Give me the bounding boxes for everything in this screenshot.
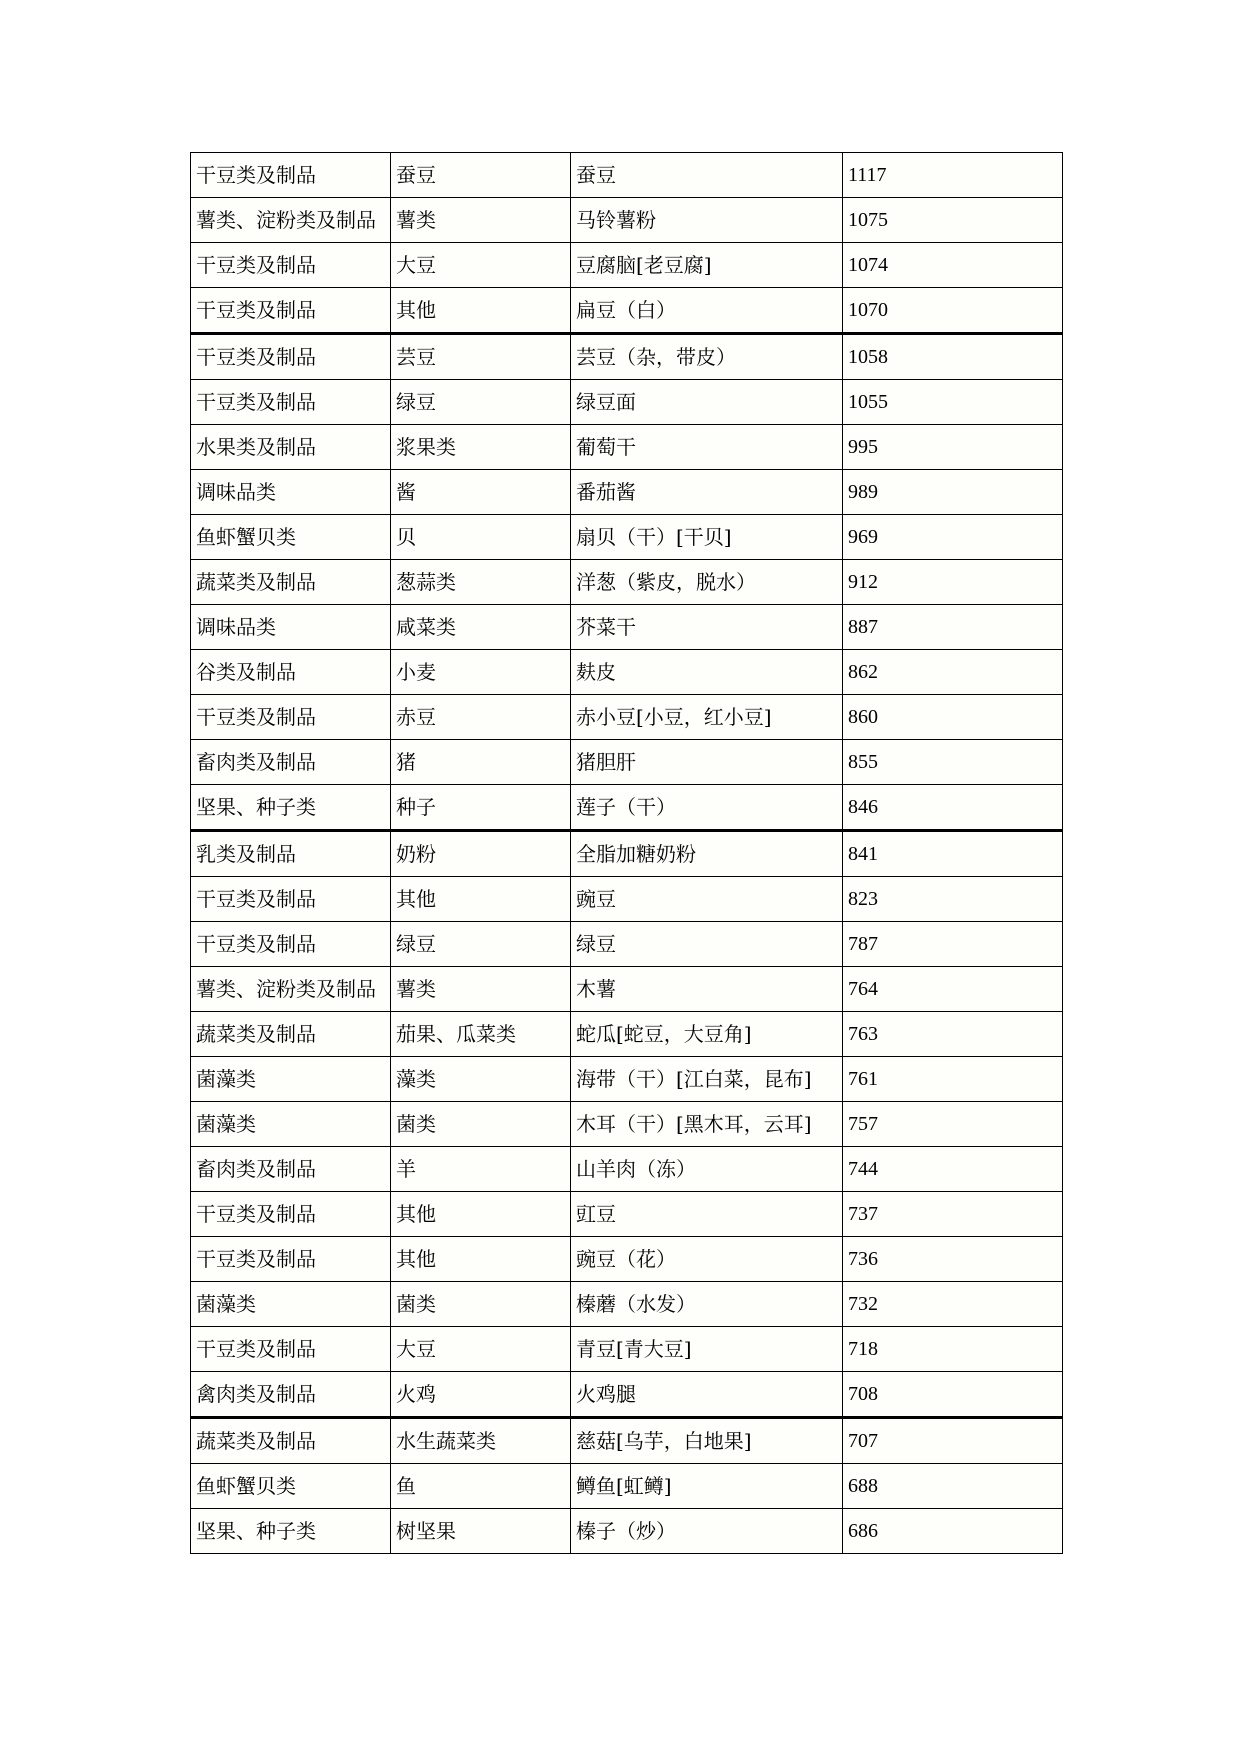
subcategory-cell: 浆果类 xyxy=(391,425,571,470)
category-cell: 干豆类及制品 xyxy=(191,1327,391,1372)
table-row xyxy=(191,334,1063,380)
value-cell: 1055 xyxy=(843,380,1063,425)
table-row xyxy=(191,288,1063,334)
table-row xyxy=(191,695,1063,740)
value-cell: 737 xyxy=(843,1192,1063,1237)
value-cell: 1074 xyxy=(843,243,1063,288)
table-row xyxy=(191,1464,1063,1509)
food-name-cell: 麸皮 xyxy=(571,650,843,695)
value-cell: 761 xyxy=(843,1057,1063,1102)
food-name-cell: 猪胆肝 xyxy=(571,740,843,785)
food-data-table xyxy=(190,152,1063,1554)
food-name-cell: 火鸡腿 xyxy=(571,1372,843,1418)
table-row xyxy=(191,153,1063,198)
food-name-cell: 海带（干）[江白菜，昆布] xyxy=(571,1057,843,1102)
subcategory-cell: 葱蒜类 xyxy=(391,560,571,605)
table-row xyxy=(191,922,1063,967)
subcategory-cell: 其他 xyxy=(391,877,571,922)
food-name-cell: 葡萄干 xyxy=(571,425,843,470)
category-cell: 蔬菜类及制品 xyxy=(191,560,391,605)
category-cell: 坚果、种子类 xyxy=(191,1509,391,1554)
value-cell: 860 xyxy=(843,695,1063,740)
value-cell: 686 xyxy=(843,1509,1063,1554)
food-name-cell: 鳟鱼[虹鳟] xyxy=(571,1464,843,1509)
subcategory-cell: 酱 xyxy=(391,470,571,515)
subcategory-cell: 贝 xyxy=(391,515,571,560)
food-name-cell: 赤小豆[小豆，红小豆] xyxy=(571,695,843,740)
value-cell: 969 xyxy=(843,515,1063,560)
value-cell: 708 xyxy=(843,1372,1063,1418)
subcategory-cell: 猪 xyxy=(391,740,571,785)
value-cell: 736 xyxy=(843,1237,1063,1282)
category-cell: 鱼虾蟹贝类 xyxy=(191,1464,391,1509)
value-cell: 912 xyxy=(843,560,1063,605)
subcategory-cell: 咸菜类 xyxy=(391,605,571,650)
category-cell: 鱼虾蟹贝类 xyxy=(191,515,391,560)
category-cell: 干豆类及制品 xyxy=(191,243,391,288)
category-cell: 乳类及制品 xyxy=(191,831,391,877)
value-cell: 718 xyxy=(843,1327,1063,1372)
value-cell: 855 xyxy=(843,740,1063,785)
value-cell: 823 xyxy=(843,877,1063,922)
value-cell: 732 xyxy=(843,1282,1063,1327)
table-row xyxy=(191,1057,1063,1102)
subcategory-cell: 火鸡 xyxy=(391,1372,571,1418)
category-cell: 菌藻类 xyxy=(191,1057,391,1102)
subcategory-cell: 蚕豆 xyxy=(391,153,571,198)
table-row xyxy=(191,1282,1063,1327)
category-cell: 薯类、淀粉类及制品 xyxy=(191,967,391,1012)
value-cell: 757 xyxy=(843,1102,1063,1147)
table-row xyxy=(191,515,1063,560)
subcategory-cell: 其他 xyxy=(391,1192,571,1237)
subcategory-cell: 种子 xyxy=(391,785,571,831)
value-cell: 1070 xyxy=(843,288,1063,334)
value-cell: 744 xyxy=(843,1147,1063,1192)
table-row xyxy=(191,877,1063,922)
food-name-cell: 芸豆（杂，带皮） xyxy=(571,334,843,380)
table-row xyxy=(191,1418,1063,1464)
category-cell: 干豆类及制品 xyxy=(191,1192,391,1237)
table-row xyxy=(191,198,1063,243)
value-cell: 989 xyxy=(843,470,1063,515)
value-cell: 707 xyxy=(843,1418,1063,1464)
value-cell: 763 xyxy=(843,1012,1063,1057)
table-row xyxy=(191,785,1063,831)
category-cell: 干豆类及制品 xyxy=(191,153,391,198)
table-row xyxy=(191,605,1063,650)
food-name-cell: 豆腐脑[老豆腐] xyxy=(571,243,843,288)
value-cell: 862 xyxy=(843,650,1063,695)
category-cell: 水果类及制品 xyxy=(191,425,391,470)
category-cell: 干豆类及制品 xyxy=(191,922,391,967)
value-cell: 1117 xyxy=(843,153,1063,198)
table-row xyxy=(191,380,1063,425)
table-row xyxy=(191,1509,1063,1554)
table-row xyxy=(191,967,1063,1012)
category-cell: 菌藻类 xyxy=(191,1102,391,1147)
subcategory-cell: 小麦 xyxy=(391,650,571,695)
category-cell: 禽肉类及制品 xyxy=(191,1372,391,1418)
table-row xyxy=(191,1372,1063,1418)
table-row xyxy=(191,1102,1063,1147)
subcategory-cell: 藻类 xyxy=(391,1057,571,1102)
subcategory-cell: 薯类 xyxy=(391,967,571,1012)
subcategory-cell: 其他 xyxy=(391,288,571,334)
table-row xyxy=(191,1192,1063,1237)
category-cell: 坚果、种子类 xyxy=(191,785,391,831)
food-name-cell: 木耳（干）[黑木耳，云耳] xyxy=(571,1102,843,1147)
table-row xyxy=(191,470,1063,515)
value-cell: 1075 xyxy=(843,198,1063,243)
value-cell: 787 xyxy=(843,922,1063,967)
table-row xyxy=(191,650,1063,695)
category-cell: 畜肉类及制品 xyxy=(191,1147,391,1192)
category-cell: 菌藻类 xyxy=(191,1282,391,1327)
value-cell: 1058 xyxy=(843,334,1063,380)
value-cell: 995 xyxy=(843,425,1063,470)
food-name-cell: 扇贝（干）[干贝] xyxy=(571,515,843,560)
category-cell: 畜肉类及制品 xyxy=(191,740,391,785)
food-name-cell: 山羊肉（冻） xyxy=(571,1147,843,1192)
subcategory-cell: 菌类 xyxy=(391,1282,571,1327)
value-cell: 846 xyxy=(843,785,1063,831)
food-name-cell: 绿豆面 xyxy=(571,380,843,425)
category-cell: 调味品类 xyxy=(191,470,391,515)
category-cell: 干豆类及制品 xyxy=(191,1237,391,1282)
subcategory-cell: 树坚果 xyxy=(391,1509,571,1554)
value-cell: 764 xyxy=(843,967,1063,1012)
table-row xyxy=(191,1327,1063,1372)
table-row xyxy=(191,831,1063,877)
food-name-cell: 蚕豆 xyxy=(571,153,843,198)
food-name-cell: 豌豆（花） xyxy=(571,1237,843,1282)
category-cell: 干豆类及制品 xyxy=(191,877,391,922)
table-row xyxy=(191,243,1063,288)
category-cell: 谷类及制品 xyxy=(191,650,391,695)
food-name-cell: 豌豆 xyxy=(571,877,843,922)
category-cell: 干豆类及制品 xyxy=(191,334,391,380)
subcategory-cell: 薯类 xyxy=(391,198,571,243)
food-name-cell: 全脂加糖奶粉 xyxy=(571,831,843,877)
food-name-cell: 马铃薯粉 xyxy=(571,198,843,243)
category-cell: 薯类、淀粉类及制品 xyxy=(191,198,391,243)
subcategory-cell: 水生蔬菜类 xyxy=(391,1418,571,1464)
table-row xyxy=(191,740,1063,785)
table-row xyxy=(191,560,1063,605)
food-name-cell: 榛子（炒） xyxy=(571,1509,843,1554)
category-cell: 蔬菜类及制品 xyxy=(191,1418,391,1464)
food-name-cell: 木薯 xyxy=(571,967,843,1012)
subcategory-cell: 芸豆 xyxy=(391,334,571,380)
subcategory-cell: 大豆 xyxy=(391,1327,571,1372)
food-name-cell: 榛蘑（水发） xyxy=(571,1282,843,1327)
subcategory-cell: 赤豆 xyxy=(391,695,571,740)
food-name-cell: 青豆[青大豆] xyxy=(571,1327,843,1372)
subcategory-cell: 茄果、瓜菜类 xyxy=(391,1012,571,1057)
food-name-cell: 豇豆 xyxy=(571,1192,843,1237)
category-cell: 干豆类及制品 xyxy=(191,288,391,334)
food-name-cell: 洋葱（紫皮，脱水） xyxy=(571,560,843,605)
subcategory-cell: 其他 xyxy=(391,1237,571,1282)
table-body xyxy=(191,153,1063,1554)
table-row xyxy=(191,425,1063,470)
table-row xyxy=(191,1012,1063,1057)
category-cell: 调味品类 xyxy=(191,605,391,650)
subcategory-cell: 大豆 xyxy=(391,243,571,288)
food-name-cell: 芥菜干 xyxy=(571,605,843,650)
subcategory-cell: 绿豆 xyxy=(391,922,571,967)
category-cell: 干豆类及制品 xyxy=(191,380,391,425)
subcategory-cell: 菌类 xyxy=(391,1102,571,1147)
category-cell: 蔬菜类及制品 xyxy=(191,1012,391,1057)
value-cell: 887 xyxy=(843,605,1063,650)
food-name-cell: 莲子（干） xyxy=(571,785,843,831)
subcategory-cell: 鱼 xyxy=(391,1464,571,1509)
category-cell: 干豆类及制品 xyxy=(191,695,391,740)
subcategory-cell: 绿豆 xyxy=(391,380,571,425)
table-row xyxy=(191,1147,1063,1192)
value-cell: 841 xyxy=(843,831,1063,877)
food-name-cell: 番茄酱 xyxy=(571,470,843,515)
value-cell: 688 xyxy=(843,1464,1063,1509)
table-row xyxy=(191,1237,1063,1282)
food-name-cell: 慈菇[乌芋，白地果] xyxy=(571,1418,843,1464)
subcategory-cell: 羊 xyxy=(391,1147,571,1192)
subcategory-cell: 奶粉 xyxy=(391,831,571,877)
food-name-cell: 扁豆（白） xyxy=(571,288,843,334)
food-name-cell: 绿豆 xyxy=(571,922,843,967)
food-name-cell: 蛇瓜[蛇豆，大豆角] xyxy=(571,1012,843,1057)
